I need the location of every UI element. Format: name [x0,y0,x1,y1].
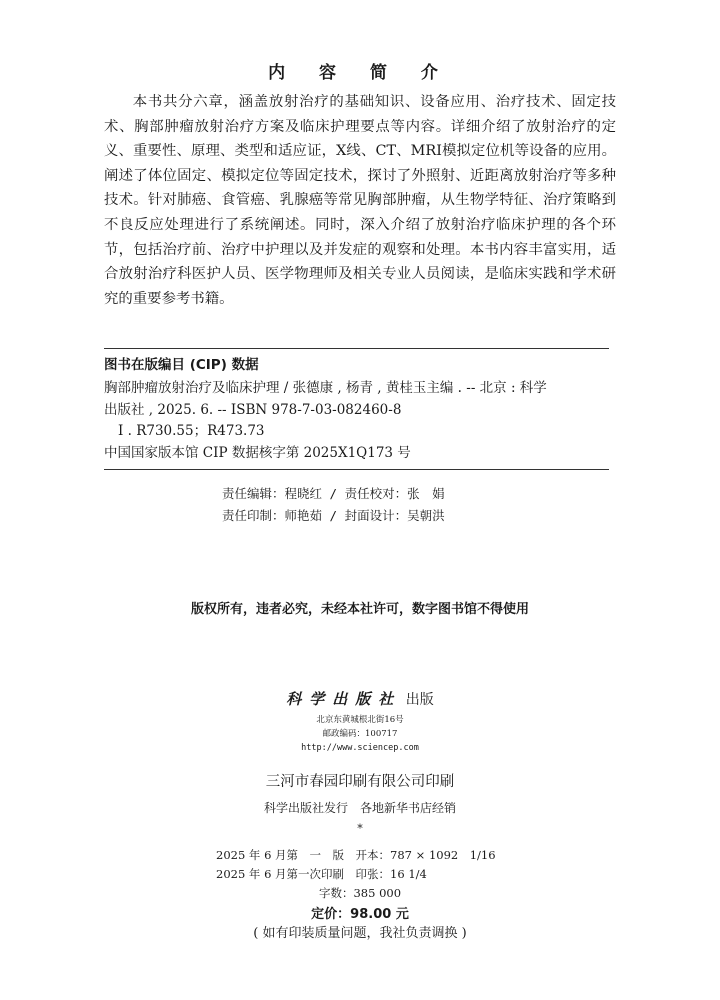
cip-line-title: 胸部肿瘤放射治疗及临床护理 / 张德康 , 杨青 , 黄桂玉主编 . -- 北京 : 科学 [104,380,547,396]
word-count: 字数：385 000 [318,886,402,900]
publisher-logo: 科学出版社 [286,690,402,708]
staff-credits [222,483,445,527]
cip-line-classification: Ⅰ . R730.55；R473.73 [118,423,265,439]
edition-line-printing: 2025 年 6 月第一次印刷 印张：16 1/4 [216,866,427,881]
distribution-line: 科学出版社发行 各地新华书店经销 [263,801,456,815]
summary-body: 本书共分六章，涵盖放射治疗的基础知识、设备应用、治疗技术、固定技术、胸部肿瘤放射治疗方案及临床护理要点等内容。详细介绍了放射治疗的定义、重要性、原理、类型和适应证，X线、CT、MRI模拟定位机等设备的应用。阐述了体位固定、模拟定位等固定技术，探讨了外照射、近距离放射治疗等多种技术。针对肺癌、食管癌、乳腺癌等常见胸部肿瘤，从生物学特征、治疗策略到不良反应处理进行了系统阐述。同时，深入介绍了放射治疗临床护理的各个环节，包括治疗前、治疗中护理以及并发症的观察和处理。本书内容丰富实用，适合放射治疗科医护人员、医学物理师及相关专业人员阅读，是临床实践和学术研究的重要参考书籍。 [104,94,616,307]
edition-info [216,846,496,883]
cip-line-isbn: 出版社 , 2025. 6. -- ISBN 978-7-03-082460-8 [104,401,402,418]
price: 定价：98.00 元 [311,907,409,922]
edition-line-first: 2025 年 6 月第 一 版 开本：787 × 1092 1/16 [216,848,496,862]
publisher-url: http://www.sciencep.com [301,743,419,753]
printer-line: 三河市春园印刷有限公司印刷 [265,774,455,790]
cip-line-record-number: 中国国家版本馆 CIP 数据核字第 2025X1Q173 号 [104,444,411,461]
copyright-notice: 版权所有，违者必究，未经本社许可，数字图书馆不得使用 [190,602,529,617]
summary-heading: 内 容 简 介 [268,63,452,83]
staff-line-editors: 责任编辑：程晓红 / 责任校对：张 娟 [222,486,445,501]
publisher-postcode: 邮政编码：100717 [322,729,398,739]
separator-star: * [357,822,363,835]
replacement-notice: ( 如有印装质量问题，我社负责调换 ) [253,926,467,941]
staff-line-production: 责任印制：师艳茹 / 封面设计：吴朝洪 [222,508,445,523]
publisher-line [0,688,720,711]
cip-heading: 图书在版编目 (CIP) 数据 [104,357,259,373]
publisher-suffix: 出版 [405,692,434,708]
cip-block [104,348,609,470]
publisher-address: 北京东黄城根北街16号 [316,715,404,725]
